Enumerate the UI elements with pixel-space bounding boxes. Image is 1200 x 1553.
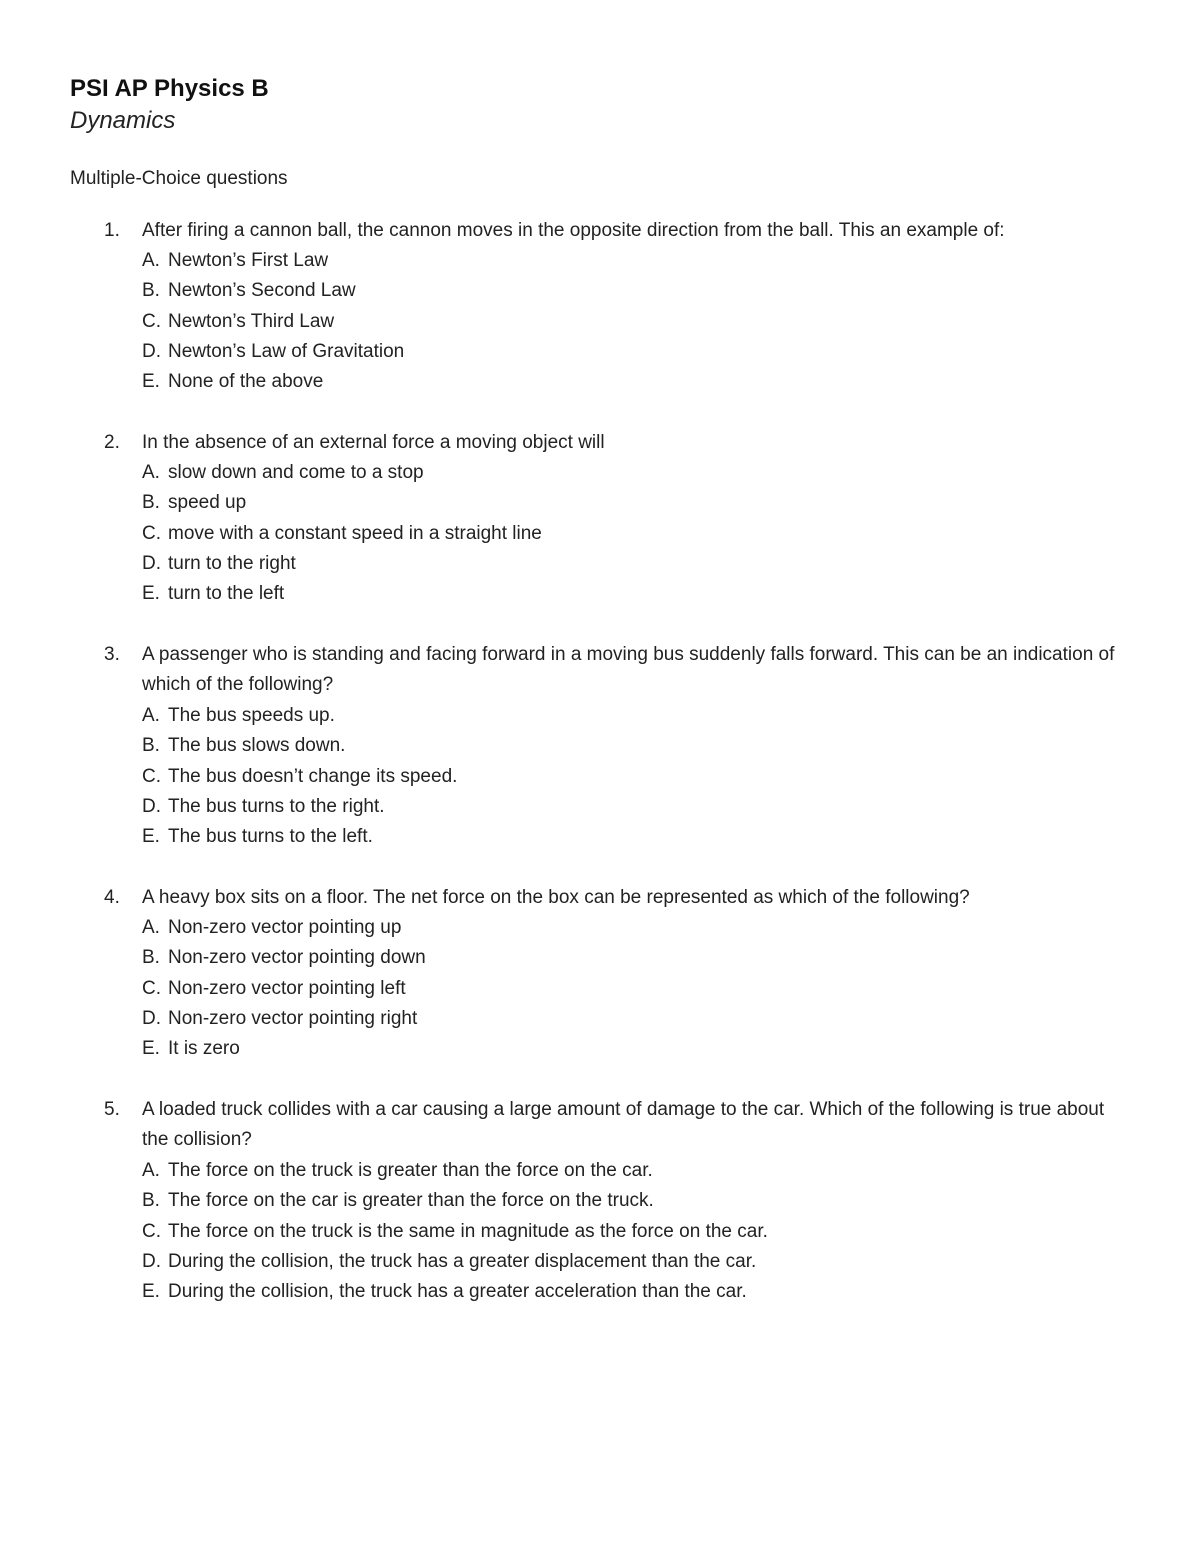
answer-option-b: [142, 276, 1132, 306]
option-letter: B.: [142, 492, 160, 514]
option-text: Newton’s Law of Gravitation: [168, 340, 405, 362]
option-text: During the collision, the truck has a greater displacement than the car.: [168, 1250, 757, 1272]
question-number: 1.: [104, 220, 120, 241]
option-letter: E.: [142, 826, 160, 848]
answer-option-a: [142, 458, 1132, 488]
answer-option-e: [142, 367, 1132, 397]
option-text: slow down and come to a stop: [168, 462, 424, 483]
option-letter: C.: [142, 977, 161, 999]
answer-options: [142, 701, 1132, 852]
answer-option-e: [142, 1277, 1132, 1307]
answer-option-d: [142, 1247, 1132, 1277]
answer-option-d: [142, 792, 1132, 822]
answer-option-b: [142, 943, 1132, 973]
option-letter: C.: [142, 1220, 161, 1242]
answer-option-c: [142, 519, 1132, 549]
option-letter: E.: [142, 1038, 160, 1060]
option-letter: A.: [142, 917, 160, 938]
answer-option-b: [142, 1186, 1132, 1216]
answer-option-b: [142, 488, 1132, 518]
answer-options: [142, 458, 1132, 609]
option-letter: B.: [142, 735, 160, 757]
option-letter: A.: [142, 705, 160, 726]
option-letter: B.: [142, 280, 160, 302]
option-text: The bus turns to the left.: [168, 826, 373, 848]
option-text: Newton’s Third Law: [168, 310, 335, 332]
option-letter: D.: [142, 795, 161, 817]
answer-options: [142, 913, 1132, 1064]
option-text: The bus speeds up.: [168, 705, 335, 726]
answer-option-d: [142, 337, 1132, 367]
option-letter: A.: [142, 462, 160, 483]
option-letter: D.: [142, 1007, 161, 1029]
answer-option-a: [142, 913, 1132, 943]
answer-option-c: [142, 762, 1132, 792]
option-letter: C.: [142, 310, 161, 332]
option-text: Non-zero vector pointing up: [168, 917, 402, 938]
question-text: After firing a cannon ball, the cannon moves in the opposite direction from the ball. This an example of:: [142, 220, 1005, 241]
option-text: Non-zero vector pointing down: [168, 947, 426, 969]
answer-options: [142, 246, 1132, 397]
answer-option-d: [142, 549, 1132, 579]
document-title: PSI AP Physics B: [70, 75, 269, 102]
option-letter: D.: [142, 340, 161, 362]
option-letter: A.: [142, 250, 160, 271]
answer-option-c: [142, 307, 1132, 337]
document-subtitle: Dynamics: [70, 107, 176, 134]
option-text: It is zero: [168, 1038, 240, 1060]
answer-option-e: [142, 822, 1132, 852]
option-text: The force on the truck is the same in magnitude as the force on the car.: [168, 1220, 768, 1242]
answer-option-a: [142, 1156, 1132, 1186]
option-text: The bus turns to the right.: [168, 795, 385, 817]
question-text: A passenger who is standing and facing forward in a moving bus suddenly falls forward. This can be an indication of which of the following?: [142, 644, 1115, 696]
question-text: In the absence of an external force a moving object will: [142, 432, 605, 453]
question-number: 5.: [104, 1099, 120, 1120]
option-letter: B.: [142, 1190, 160, 1212]
answer-options: [142, 1156, 1132, 1307]
option-letter: D.: [142, 552, 161, 574]
answer-option-c: [142, 1217, 1132, 1247]
option-text: During the collision, the truck has a greater acceleration than the car.: [168, 1281, 747, 1303]
option-text: Newton’s First Law: [168, 250, 329, 271]
option-letter: C.: [142, 522, 161, 544]
option-text: Newton’s Second Law: [168, 280, 356, 302]
question-number: 4.: [104, 887, 120, 908]
option-letter: A.: [142, 1160, 160, 1181]
answer-option-c: [142, 974, 1132, 1004]
option-text: The bus doesn’t change its speed.: [168, 765, 458, 787]
option-text: speed up: [168, 492, 247, 514]
question-number: 2.: [104, 432, 120, 453]
answer-option-b: [142, 731, 1132, 761]
question-number: 3.: [104, 644, 120, 665]
option-text: The force on the truck is greater than the force on the car.: [168, 1160, 653, 1181]
question-text: A loaded truck collides with a car causing a large amount of damage to the car. Which of the following is true about the collision?: [142, 1099, 1105, 1151]
option-text: The force on the car is greater than the force on the truck.: [168, 1190, 654, 1212]
option-text: turn to the right: [168, 552, 296, 574]
option-letter: E.: [142, 371, 160, 393]
option-text: Non-zero vector pointing right: [168, 1007, 418, 1029]
option-text: The bus slows down.: [168, 735, 346, 757]
option-letter: E.: [142, 583, 160, 605]
answer-option-e: [142, 579, 1132, 609]
option-text: Non-zero vector pointing left: [168, 977, 406, 999]
option-letter: E.: [142, 1281, 160, 1303]
option-text: None of the above: [168, 371, 324, 393]
option-text: turn to the left: [168, 583, 285, 605]
answer-option-a: [142, 246, 1132, 276]
option-letter: B.: [142, 947, 160, 969]
option-letter: C.: [142, 765, 161, 787]
option-text: move with a constant speed in a straight line: [168, 522, 542, 544]
question-text: A heavy box sits on a floor. The net force on the box can be represented as which of the following?: [142, 887, 970, 908]
option-letter: D.: [142, 1250, 161, 1272]
answer-option-d: [142, 1004, 1132, 1034]
section-heading: Multiple-Choice questions: [70, 168, 288, 189]
answer-option-e: [142, 1034, 1132, 1064]
answer-option-a: [142, 701, 1132, 731]
